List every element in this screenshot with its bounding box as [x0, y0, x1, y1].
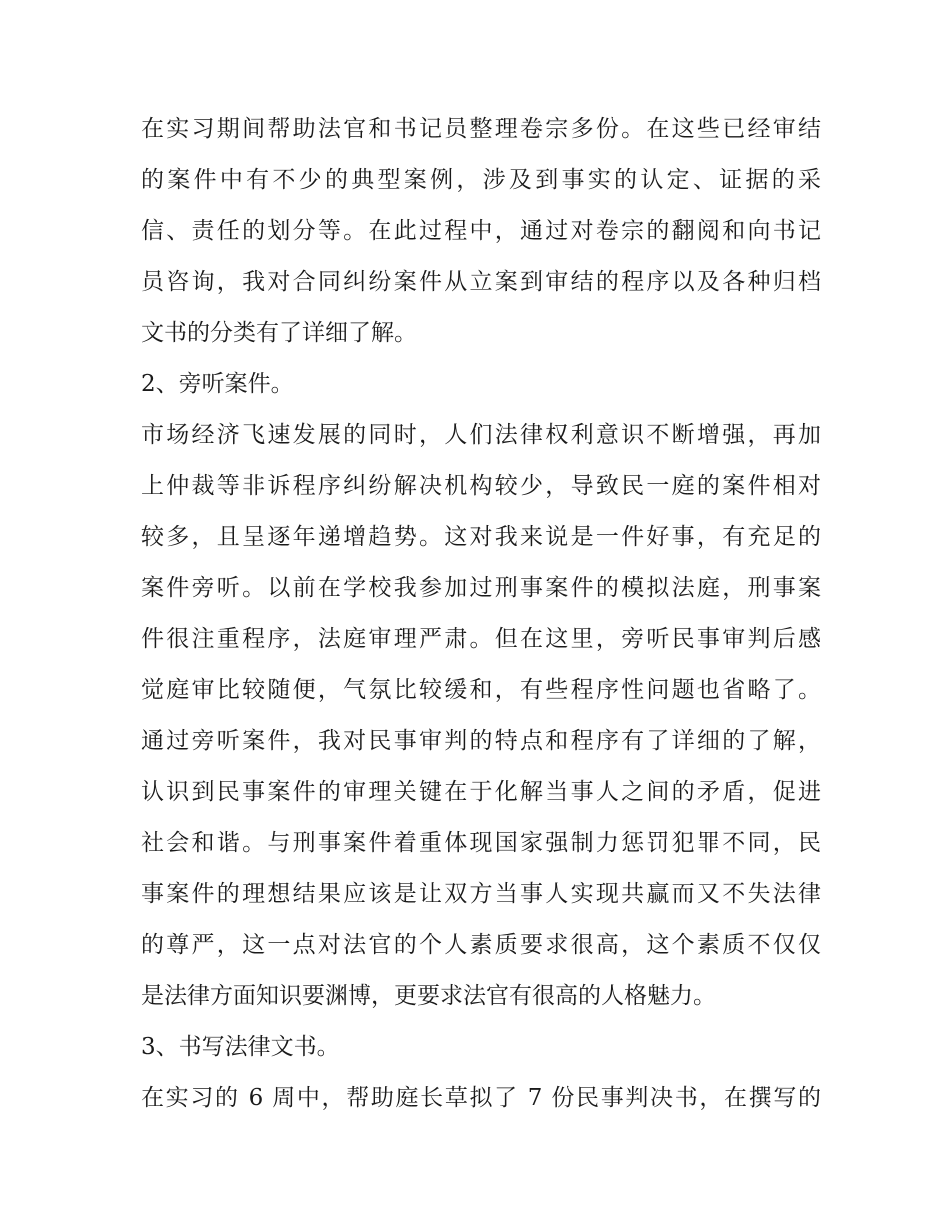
section-heading: 2、旁听案件。 — [141, 371, 294, 397]
paragraph-line: 是法律方面知识要渊博，更要求法官有很高的人格魅力。 — [141, 983, 716, 1009]
paragraph-line: 上仲裁等非诉程序纠纷解决机构较少，导致民一庭的案件相对 — [141, 473, 821, 499]
paragraph-line: 案件旁听。以前在学校我参加过刑事案件的模拟法庭，刑事案 — [141, 575, 821, 601]
paragraph-line: 认识到民事案件的审理关键在于化解当事人之间的矛盾，促进 — [141, 779, 821, 805]
paragraph-line: 在实习的 6 周中，帮助庭长草拟了 7 份民事判决书，在撰写的 — [141, 1085, 821, 1111]
paragraph-line: 件很注重程序，法庭审理严肃。但在这里，旁听民事审判后感 — [141, 626, 821, 652]
paragraph-line: 较多，且呈逐年递增趋势。这对我来说是一件好事，有充足的 — [141, 524, 821, 550]
paragraph-line: 通过旁听案件，我对民事审判的特点和程序有了详细的了解， — [141, 728, 821, 754]
paragraph-line: 市场经济飞速发展的同时，人们法律权利意识不断增强，再加 — [141, 422, 821, 448]
paragraph-line: 的尊严，这一点对法官的个人素质要求很高，这个素质不仅仅 — [141, 932, 821, 958]
paragraph-line: 的案件中有不少的典型案例，涉及到事实的认定、证据的采 — [141, 167, 821, 193]
paragraph-line: 在实习期间帮助法官和书记员整理卷宗多份。在这些已经审结 — [141, 116, 821, 142]
paragraph-line: 员咨询，我对合同纠纷案件从立案到审结的程序以及各种归档 — [141, 269, 821, 295]
paragraph-line: 事案件的理想结果应该是让双方当事人实现共赢而又不失法律 — [141, 881, 821, 907]
paragraph-line: 觉庭审比较随便，气氛比较缓和，有些程序性问题也省略了。 — [141, 677, 821, 703]
paragraph-line: 信、责任的划分等。在此过程中，通过对卷宗的翻阅和向书记 — [141, 218, 821, 244]
paragraph-line: 社会和谐。与刑事案件着重体现国家强制力惩罚犯罪不同，民 — [141, 830, 821, 856]
paragraph-line: 文书的分类有了详细了解。 — [141, 320, 417, 346]
section-heading: 3、书写法律文书。 — [141, 1034, 340, 1060]
